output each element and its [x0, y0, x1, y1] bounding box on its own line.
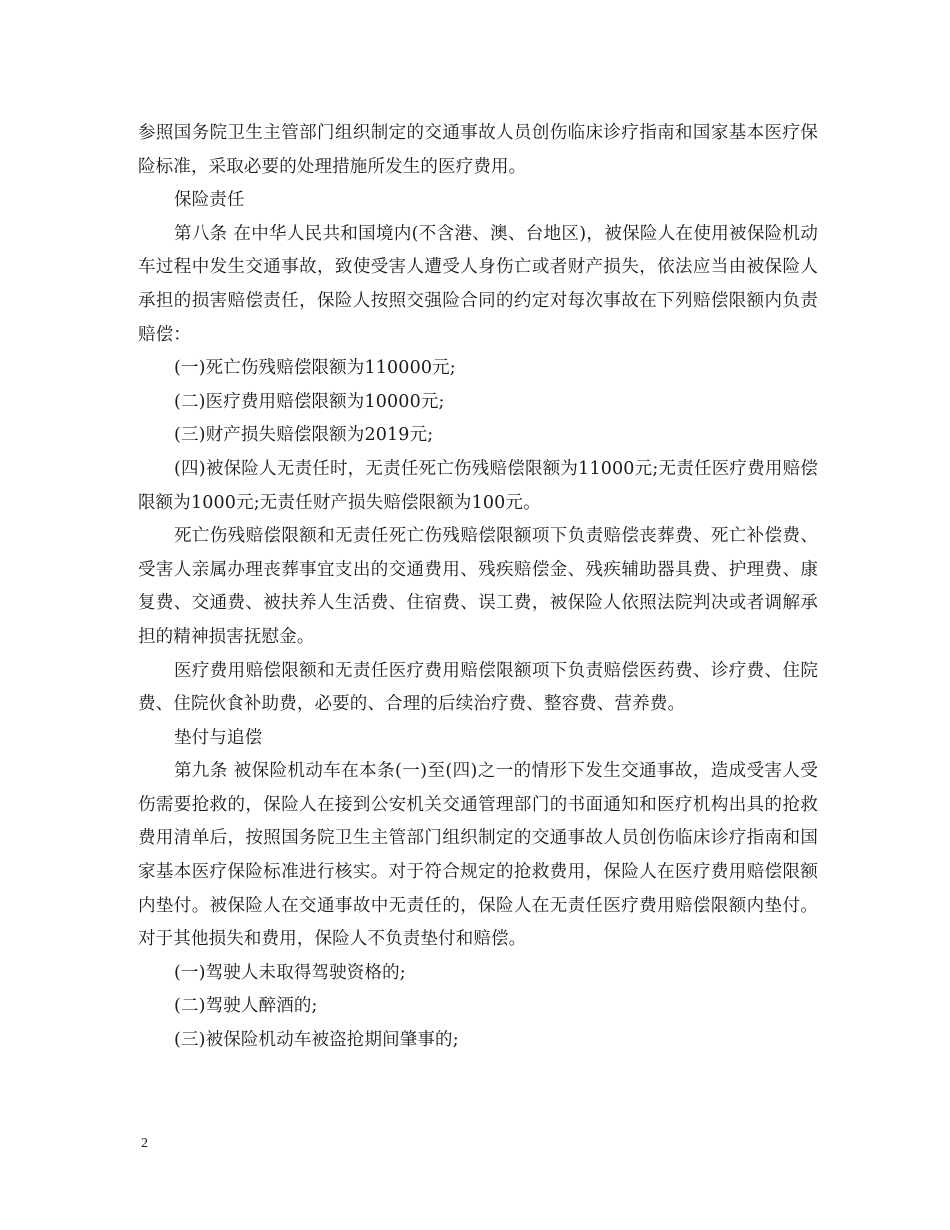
- document-body: [138, 117, 818, 1058]
- article-9-paragraph: 第九条 被保险机动车在本条(一)至(四)之一的情形下发生交通事故，造成受害人受伤需要抢救的，保险人在接到公安机关交通管理部门的书面通知和医疗机构出具的抢救费用清单后，按照国务院卫生主管部门组织制定的交通事故人员创伤临床诊疗指南和国家基本医疗保险标准进行核实。对于符合规定的抢救费用，保险人在医疗费用赔偿限额内垫付。被保险人在交通事故中无责任的，保险人在无责任医疗费用赔偿限额内垫付。对于其他损失和费用，保险人不负责垫付和赔偿。: [138, 761, 818, 950]
- list-item: (一)死亡伤残赔偿限额为110000元;: [174, 358, 456, 379]
- list-item: (三)财产损失赔偿限额为2019元;: [174, 425, 434, 446]
- list-item: (四)被保险人无责任时，无责任死亡伤残赔偿限额为11000元;无责任医疗费用赔偿限额为1000元;无责任财产损失赔偿限额为100元。: [138, 458, 818, 513]
- list-item: (一)驾驶人未取得驾驶资格的;: [174, 962, 406, 983]
- article-8-paragraph: 第八条 在中华人民共和国境内(不含港、澳、台地区)，被保险人在使用被保险机动车过程中发生交通事故，致使受害人遭受人身伤亡或者财产损失，依法应当由被保险人承担的损害赔偿责任，保险人按照交强险合同的约定对每次事故在下列赔偿限额内负责赔偿：: [138, 223, 818, 345]
- list-item: (三)被保险机动车被盗抢期间肇事的;: [174, 1030, 459, 1051]
- page-number: 2: [141, 1136, 148, 1151]
- paragraph: 参照国务院卫生主管部门组织制定的交通事故人员创伤临床诊疗指南和国家基本医疗保险标准，采取必要的处理措施所发生的医疗费用。: [138, 123, 818, 177]
- section-heading-advance-recovery: 垫付与追偿: [174, 727, 263, 748]
- section-heading-insurance-liability: 保险责任: [174, 190, 245, 211]
- list-item: (二)医疗费用赔偿限额为10000元;: [174, 391, 445, 412]
- paragraph: 医疗费用赔偿限额和无责任医疗费用赔偿限额项下负责赔偿医药费、诊疗费、住院费、住院伙食补助费，必要的、合理的后续治疗费、整容费、营养费。: [138, 660, 818, 715]
- list-item: (二)驾驶人醉酒的;: [174, 996, 318, 1017]
- paragraph: 死亡伤残赔偿限额和无责任死亡伤残赔偿限额项下负责赔偿丧葬费、死亡补偿费、受害人亲属办理丧葬事宜支出的交通费用、残疾赔偿金、残疾辅助器具费、护理费、康复费、交通费、被扶养人生活费、住宿费、误工费，被保险人依照法院判决或者调解承担的精神损害抚慰金。: [138, 526, 818, 647]
